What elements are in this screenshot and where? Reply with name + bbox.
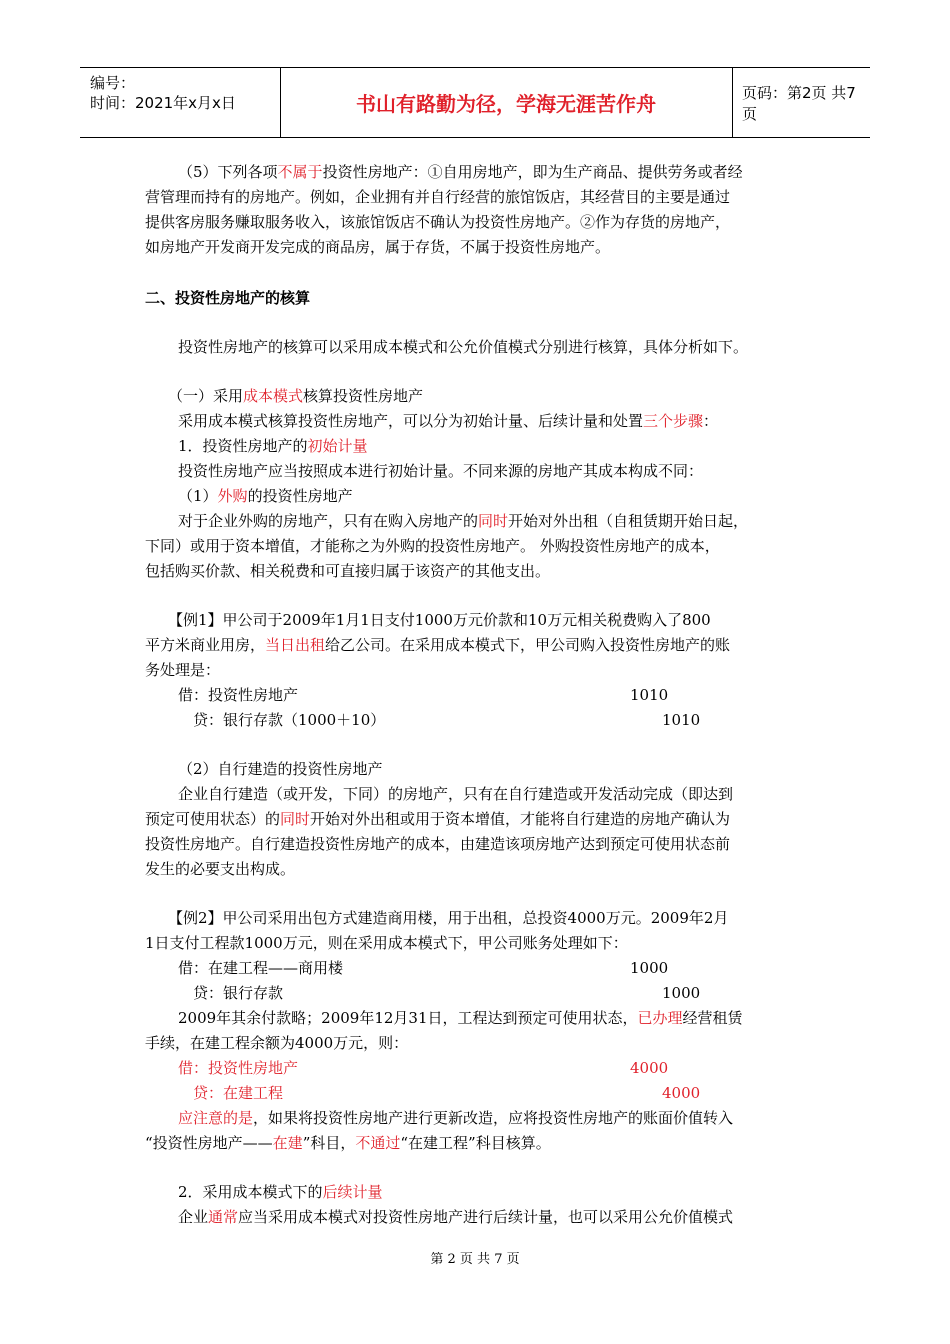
text-line (178, 434, 368, 458)
header-motto: 书山有路勤为径，学海无涯苦作舟 (280, 68, 733, 137)
line-text: 投资性房地产。自行建造投资性房地产的成本，由建造该项房地产达到预定可使用状态前 (145, 835, 731, 853)
line-text: 投资性房地产应当按照成本进行初始计量。不同来源的房地产其成本构成不同： (178, 462, 704, 480)
text-line (178, 484, 353, 508)
text-line (145, 633, 730, 657)
highlighted-text: 后续计量 (322, 1183, 383, 1201)
line-text: （2）自行建造的投资性房地产 (178, 760, 383, 778)
highlighted-text: 成本模式 (243, 387, 304, 405)
text-line (145, 286, 310, 310)
line-text: 的投资性房地产 (247, 487, 353, 505)
entry-amount: 4000 (662, 1084, 701, 1102)
line-text: 2009年其余付款略；2009年12月31日，工程达到预定可使用状态， (178, 1009, 638, 1027)
text-line (145, 658, 220, 682)
line-text: 提供客房服务赚取服务收入，该旅馆饭店不确认为投资性房地产。②作为存货的房地产， (145, 213, 731, 231)
line-text: “投资性房地产—— (145, 1134, 273, 1152)
header-meta (80, 68, 281, 137)
text-line (168, 906, 728, 930)
entry-amount: 1010 (630, 686, 669, 704)
text-line (145, 832, 730, 856)
line-text: 企业自行建造（或开发，下同）的房地产，只有在自行建造或开发活动完成（即达到 (178, 785, 734, 803)
highlighted-text: 外购 (217, 487, 248, 505)
highlighted-text: 在建 (272, 1134, 303, 1152)
line-text: 如房地产开发商开发完成的商品房，属于存货，不属于投资性房地产。 (145, 238, 611, 256)
line-text: 经营租赁 (682, 1009, 743, 1027)
text-line (168, 608, 711, 632)
highlighted-text: 三个步骤 (643, 412, 704, 430)
line-text: 平方米商业用房， (145, 636, 266, 654)
highlighted-text: 贷：在建工程 (193, 1084, 284, 1102)
entry-amount: 1000 (662, 984, 701, 1002)
text-line (178, 782, 733, 806)
line-text: 借：在建工程——商用楼 (178, 959, 344, 977)
text-line (145, 1131, 551, 1155)
header-page-info: 页码：第2页 共7页 (742, 83, 856, 123)
text-line (193, 981, 283, 1005)
time-label: 时间：2021年x月x日 (90, 94, 236, 112)
line-text: 发生的必要支出构成。 (145, 860, 296, 878)
text-line (178, 1180, 383, 1204)
line-text: 贷：银行存款 (193, 984, 284, 1002)
text-line (178, 956, 343, 980)
line-text: （1） (178, 487, 218, 505)
line-text: 采用成本模式核算投资性房地产，可以分为初始计量、后续计量和处置 (178, 412, 644, 430)
number-label: 编号： (90, 74, 136, 92)
text-line (193, 708, 385, 732)
line-text: 预定可使用状态）的 (145, 810, 281, 828)
text-line (178, 409, 718, 433)
text-line (145, 235, 610, 259)
line-text: 应当采用成本模式对投资性房地产进行后续计量，也可以采用公允价值模式 (238, 1208, 734, 1226)
highlighted-text: 不通过 (355, 1134, 401, 1152)
text-line (178, 1205, 733, 1229)
line-text: 下同）或用于资本增值，才能称之为外购的投资性房地产。 外购投资性房地产的成本， (145, 537, 720, 555)
text-line (193, 1081, 283, 1105)
highlighted-text: 不属于 (277, 163, 323, 181)
text-line (178, 160, 743, 184)
text-line (168, 384, 423, 408)
line-text: 开始对外出租或用于资本增值，才能将自行建造的房地产确认为 (310, 810, 731, 828)
line-text: 对于企业外购的房地产，只有在购入房地产的 (178, 512, 479, 530)
line-text: 手续，在建工程余额为4000万元，则： (145, 1034, 409, 1052)
text-line (178, 1006, 743, 1030)
line-text: 给乙公司。在采用成本模式下，甲公司购入投资性房地产的账 (325, 636, 731, 654)
entry-amount: 1000 (630, 959, 669, 977)
line-text: 贷：银行存款（1000＋10） (193, 711, 386, 729)
text-line (145, 857, 295, 881)
highlighted-text: 借：投资性房地产 (178, 1059, 299, 1077)
text-line (145, 559, 550, 583)
highlighted-text: 应注意的是 (178, 1109, 254, 1127)
line-text: 【例2】甲公司采用出包方式建造商用楼，用于出租，总投资4000万元。2009年2月 (168, 909, 729, 927)
text-line (178, 1106, 733, 1130)
text-line (145, 210, 730, 234)
text-line (145, 1031, 408, 1055)
text-line (145, 931, 628, 955)
line-text: 2．采用成本模式下的 (178, 1183, 323, 1201)
line-text: 【例1】甲公司于2009年1月1日支付1000万元价款和10万元相关税费购入了800 (168, 611, 711, 629)
line-text: 借：投资性房地产 (178, 686, 299, 704)
line-text: 1日支付工程款1000万元，则在采用成本模式下，甲公司账务处理如下： (145, 934, 628, 952)
text-line (178, 335, 748, 359)
entry-amount: 4000 (630, 1059, 669, 1077)
highlighted-text: 通常 (208, 1208, 239, 1226)
line-text: 投资性房地产：①自用房地产，即为生产商品、提供劳务或者经 (322, 163, 743, 181)
highlighted-text: 当日出租 (265, 636, 326, 654)
line-text: 包括购买价款、相关税费和可直接归属于该资产的其他支出。 (145, 562, 551, 580)
line-text: 核算投资性房地产 (303, 387, 424, 405)
text-line (178, 683, 298, 707)
line-text: 营管理而持有的房地产。例如，企业拥有并自行经营的旅馆饭店，其经营目的主要是通过 (145, 188, 731, 206)
text-line (178, 1056, 298, 1080)
line-text: “在建工程”科目核算。 (400, 1134, 551, 1152)
line-text: ”科目， (302, 1134, 356, 1152)
highlighted-text: 同时 (280, 810, 311, 828)
line-text: 开始对外出租（自租赁期开始日起， (508, 512, 749, 530)
text-line (145, 807, 730, 831)
line-text: ，如果将投资性房地产进行更新改造，应将投资性房地产的账面价值转入 (253, 1109, 734, 1127)
text-line (178, 459, 703, 483)
line-text: ： (703, 412, 719, 430)
line-text: 务处理是： (145, 661, 221, 679)
highlighted-text: 同时 (478, 512, 509, 530)
text-line (145, 534, 720, 558)
entry-amount: 1010 (662, 711, 701, 729)
page-header (80, 67, 870, 138)
line-text: （一）采用 (168, 387, 244, 405)
line-text: 投资性房地产的核算可以采用成本模式和公允价值模式分别进行核算，具体分析如下。 (178, 338, 749, 356)
line-text: （5）下列各项 (178, 163, 278, 181)
line-text: 二、投资性房地产的核算 (145, 289, 311, 307)
highlighted-text: 已办理 (637, 1009, 683, 1027)
line-text: 1．投资性房地产的 (178, 437, 308, 455)
text-line (145, 185, 730, 209)
highlighted-text: 初始计量 (307, 437, 368, 455)
line-text: 企业 (178, 1208, 209, 1226)
page-footer: 第 2 页 共 7 页 (430, 1252, 520, 1267)
text-line (178, 757, 383, 781)
text-line (178, 509, 748, 533)
